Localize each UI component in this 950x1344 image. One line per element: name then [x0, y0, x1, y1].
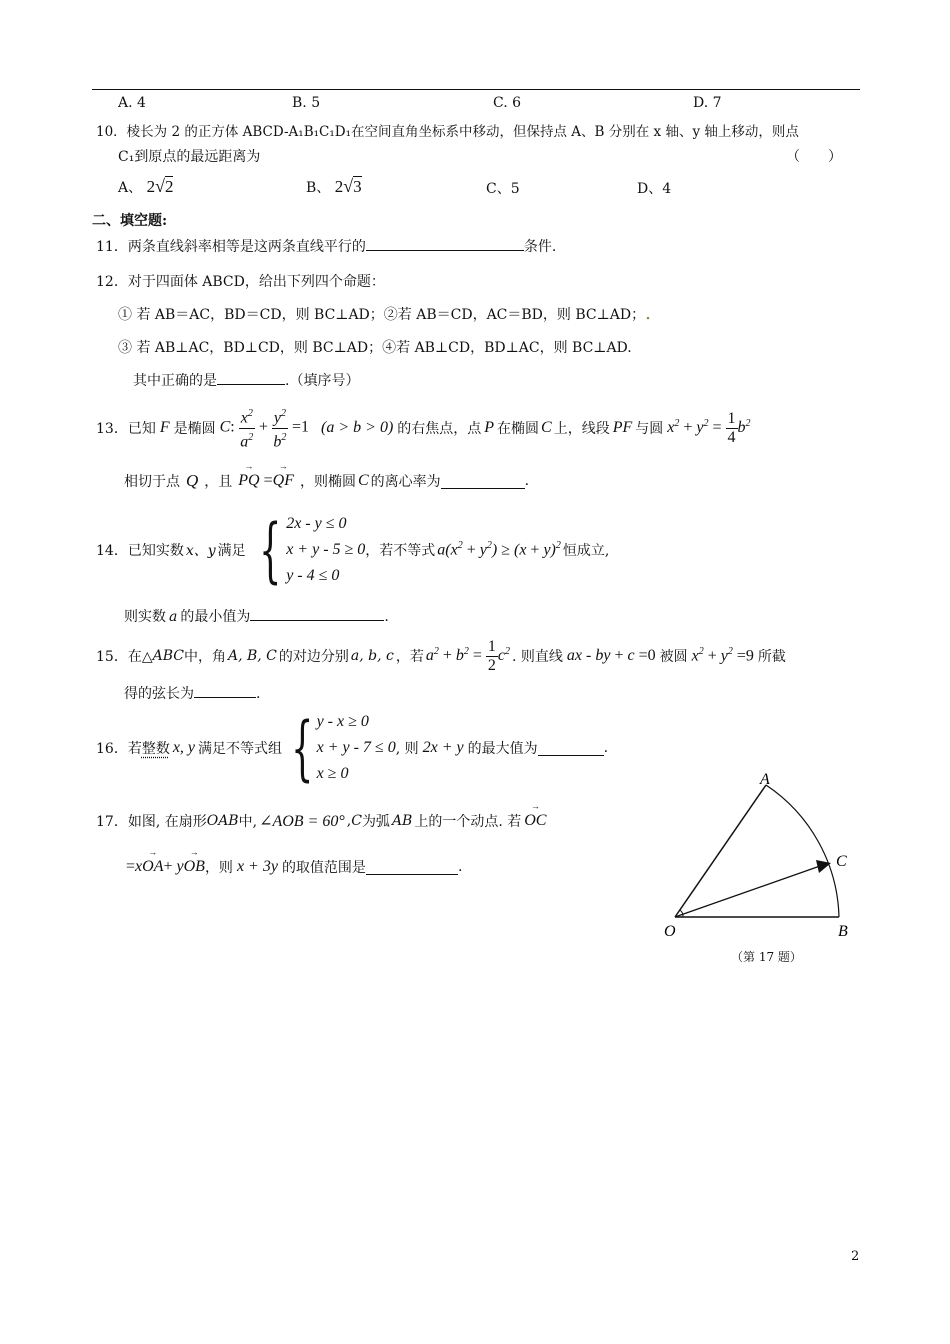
q14-constraint-3: y - 4 ≤ 0	[286, 567, 340, 584]
q15-line2-text: 得的弦长为	[124, 686, 194, 702]
q15-prefix: 15．在△	[96, 649, 153, 665]
section-title-fill-in: 二、填空题:	[92, 213, 168, 229]
q14-satisfy: 满足	[217, 543, 246, 559]
q14-a: a	[169, 609, 178, 625]
q17-arc: 为弧	[361, 814, 390, 830]
q16-answer-blank[interactable]	[538, 741, 604, 756]
q13-answer-blank[interactable]	[441, 474, 525, 489]
q10-answer-bracket: （ ）	[786, 149, 842, 165]
q14-vars: x、y	[185, 543, 216, 559]
q15-end: .	[256, 686, 261, 702]
q13-then: ，则椭圆	[299, 474, 356, 490]
q15-line1	[96, 636, 786, 676]
q15-mid: 中，角	[183, 649, 226, 665]
q10-option-b-radicand: 3	[353, 177, 362, 196]
left-brace-icon: {	[258, 509, 282, 591]
q15-ABC: ABC	[152, 648, 184, 664]
q13-C-again: C	[357, 472, 369, 489]
q13-eccentricity: 的离心率为	[370, 474, 441, 490]
stray-dot-mark: .	[645, 303, 651, 324]
q13-end: .	[524, 473, 530, 489]
q16-satisfy: 满足不等式组	[198, 741, 283, 757]
q14-end: .	[384, 609, 389, 625]
q17-comma: ,	[346, 813, 352, 829]
q11-suffix: 条件.	[523, 239, 557, 255]
q13-ellipse-equation: C: $\frac{x^2}{a^2}$ + $\frac{y^2}{b^2}$ =1	[220, 405, 309, 451]
q10-option-a-coef: 2	[146, 177, 156, 196]
q10-option-c: C、5	[486, 181, 520, 197]
label-C: C	[836, 853, 847, 870]
arrowhead-icon	[816, 860, 831, 873]
q13-with-circle: 与圆	[635, 421, 664, 437]
q11-text: 11．两条直线斜率相等是这两条直线平行的	[96, 239, 366, 255]
q13-on-ellipse: 在椭圆	[497, 421, 540, 437]
q15-line: . 则直线	[512, 649, 563, 665]
q17-figure-caption: （第 17 题）	[731, 950, 802, 964]
q17-range: 的取值范围是	[281, 860, 366, 876]
label-O: O	[664, 923, 676, 940]
q12-title: 12．对于四面体 ABCD，给出下列四个命题：	[96, 274, 385, 290]
label-B: B	[838, 923, 848, 940]
left-brace-icon: {	[291, 707, 314, 789]
q9-option-a: A. 4	[118, 95, 146, 111]
q15-sides-text: 的对边分别	[278, 649, 349, 665]
q17-C: C	[351, 813, 362, 829]
q10-option-b-label: B、	[306, 180, 331, 196]
q16-constraint-1: y - x ≥ 0	[316, 713, 369, 730]
q16-constraint-3: x ≥ 0	[316, 765, 349, 782]
q13-F: F	[159, 419, 170, 436]
q14-constraint-1: 2x - y ≤ 0	[286, 515, 347, 532]
q17-OAB: OAB	[206, 813, 239, 829]
q13-P: P	[484, 419, 495, 436]
q13-and: ，且	[204, 474, 233, 490]
q12-answer-suffix: .（填序号）	[285, 373, 360, 389]
angle-mark	[680, 910, 683, 917]
q14-always: 恒成立,	[562, 543, 610, 559]
q15-end-text: 所截	[757, 649, 786, 665]
q14-line1	[96, 508, 609, 592]
q13-vector-equation: → PQ =→ QF	[238, 472, 294, 490]
q14-min: 的最小值为	[180, 609, 251, 625]
q13-line2	[124, 466, 529, 496]
q9-option-b: B. 5	[292, 95, 321, 111]
q10-line2: C₁到原点的最远距离为	[118, 149, 261, 165]
q15-cut: 被圆	[659, 649, 688, 665]
q16-vars: x, y	[172, 739, 196, 756]
q17-vector-equation: =x→ OA+ y→ OB	[126, 858, 205, 876]
q14-line2	[124, 606, 389, 626]
q10-option-a-label: A、	[118, 180, 143, 196]
q14-line2-text: 则实数	[124, 609, 166, 625]
q14-prefix: 14．已知实数	[96, 543, 184, 559]
q12-answer-blank[interactable]	[217, 370, 285, 385]
q13-is-ellipse: 是椭圆	[173, 421, 216, 437]
q17-mid: 中,	[238, 814, 258, 830]
q15-angles: A, B, C	[227, 648, 277, 664]
q15-line-equation: ax - by + c =0	[566, 647, 656, 664]
q15-condition: $a^2 + b^2$ = $\frac{1}{2}$ $c^2$	[425, 637, 511, 674]
q17-sector-figure	[650, 760, 870, 960]
q13-line2-prefix: 相切于点	[124, 474, 180, 490]
q16-constraint-system	[317, 709, 396, 787]
arc-AB	[766, 785, 839, 917]
q17-angle: ∠AOB = 60°	[259, 813, 345, 830]
q16-end: .	[603, 740, 609, 756]
q16-emphasis: 整数	[141, 741, 170, 757]
q14-constraint-2: x + y - 5 ≥ 0	[286, 541, 366, 558]
q15-circle-equation: $x^2 + y^2 =9$	[691, 646, 754, 665]
q17-moving: 上的一个动点. 若	[414, 814, 522, 830]
q13-Q: Q	[186, 471, 199, 490]
sqrt-icon: √	[343, 176, 354, 196]
q17-vector-OC: → OC	[524, 812, 546, 830]
q15-sides: a, b, c	[350, 648, 394, 664]
q13-prefix: 13．已知	[96, 421, 156, 437]
q17-end: .	[457, 859, 463, 875]
q10-option-b	[306, 176, 362, 197]
q14-answer-blank[interactable]	[250, 606, 384, 621]
q12-line1	[118, 303, 651, 324]
q16-then: , 则	[395, 741, 419, 757]
q9-option-d: D. 7	[693, 95, 722, 111]
q13-PF: PF	[612, 419, 633, 436]
q12-answer	[133, 370, 359, 390]
q10-option-a	[118, 176, 173, 197]
q9-option-c: C. 6	[493, 95, 522, 111]
q17-line1	[96, 806, 546, 836]
q17-expression: x + 3y	[236, 858, 278, 875]
q13-C: C	[541, 419, 552, 436]
q15-answer-blank[interactable]	[194, 683, 256, 698]
q12-answer-prefix: 其中正确的是	[133, 373, 217, 389]
q12-line1-text: ① 若 AB＝AC，BD＝CD，则 BC⊥AD；②若 AB＝CD，AC＝BD，则 BC⊥AD；	[118, 307, 646, 323]
segment-OA	[675, 785, 766, 917]
q14-constraint-system	[286, 511, 365, 589]
q17-then: ，则	[204, 860, 233, 876]
q16-line1	[96, 708, 608, 788]
sqrt-icon: √	[155, 176, 165, 196]
q17-AB: AB	[391, 813, 413, 829]
top-rule	[92, 89, 860, 90]
q16-expression: 2x + y	[422, 739, 464, 756]
label-A: A	[760, 771, 770, 788]
q11	[96, 236, 556, 256]
q13-line1	[96, 400, 751, 456]
q17-answer-blank[interactable]	[366, 860, 458, 875]
q13-right-focus: 的右焦点，点	[397, 421, 482, 437]
q16-prefix: 16．若	[96, 741, 142, 757]
page-number: 2	[851, 1249, 860, 1264]
q10-option-a-radicand: 2	[164, 177, 174, 196]
q17-line2	[126, 852, 462, 882]
q13-condition: (a > b > 0)	[321, 419, 394, 436]
q14-inequality: $a(x^2 + y^2) \ge (x + y)^2$	[437, 540, 561, 559]
q10-option-d: D、4	[637, 181, 672, 197]
q11-answer-blank[interactable]	[366, 236, 524, 251]
q16-max: 的最大值为	[467, 741, 538, 757]
q10-option-b-coef: 2	[334, 177, 344, 196]
q14-ineq-prefix: ，若不等式	[365, 543, 436, 559]
q13-segment: 上，线段	[553, 421, 610, 437]
q15-if: ，若	[395, 649, 424, 665]
vector-OC	[675, 866, 820, 917]
q15-line2	[124, 683, 260, 703]
q12-line2: ③ 若 AB⊥AC，BD⊥CD，则 BC⊥AD；④若 AB⊥CD，BD⊥AC，则 BC⊥AD.	[118, 340, 632, 356]
q17-prefix: 17．如图, 在扇形	[96, 814, 207, 830]
q10-line1: 10．棱长为 2 的正方体 ABCD-A₁B₁C₁D₁在空间直角坐标系中移动，但保持点 A、B 分别在 x 轴、y 轴上移动，则点	[96, 124, 799, 140]
q13-circle-equation: $x^2 + y^2$ = $\frac{1}{4}$ $b^2$	[667, 409, 751, 446]
q16-constraint-2: x + y - 7 ≤ 0	[316, 739, 396, 756]
